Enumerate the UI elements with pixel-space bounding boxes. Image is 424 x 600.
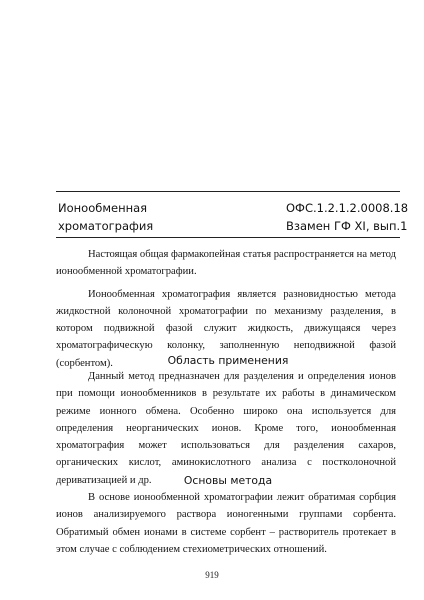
basics-paragraph: В основе ионообменной хроматографии лежит обратимая сорбция ионов анализируемого раствора ионогенными группами сорбента. Обратимый обмен ионами в системе сорбент – растворитель протекает в этом случае с соблюдением стехиометрических отношений.	[56, 492, 396, 555]
article-title-line1: Ионообменная	[58, 201, 148, 215]
article-replaces: Взамен ГФ XI, вып.1	[286, 219, 408, 233]
intro-paragraph-2: Ионообменная хроматография является разновидностью метода жидкостной колоночной хроматографии по механизму разделения, в котором подвижной фазой служит жидкость, движущаяся через хроматографическую колонку, заполненную неподвижной фазой (сорбентом).	[56, 288, 396, 369]
application-paragraph: Данный метод предназначен для разделения и определения ионов при помощи ионообменников в результате их работы в динамическом режиме ионного обмена. Особенно широко она используется для определения неорганических ионов. Кроме того, ионообменная хроматография может использоваться для разделения сахаров, органических кислот, аминокислотного анализа с постколоночной дериватизацией и др.	[56, 371, 396, 486]
section-heading-basics: Основы метода	[183, 474, 273, 487]
header-bottom-rule	[56, 237, 400, 238]
basics-text	[56, 489, 396, 558]
intro-paragraph-1: Настоящая общая фармакопейная статья распространяется на метод ионообменной хроматографии.	[56, 249, 396, 278]
article-code: ОФС.1.2.1.2.0008.18	[286, 201, 409, 215]
application-text	[56, 368, 396, 489]
header-top-rule	[56, 191, 400, 192]
page-number: 919	[205, 570, 219, 580]
article-title-line2: хроматография	[58, 219, 154, 233]
section-heading-application: Область применения	[167, 354, 289, 367]
